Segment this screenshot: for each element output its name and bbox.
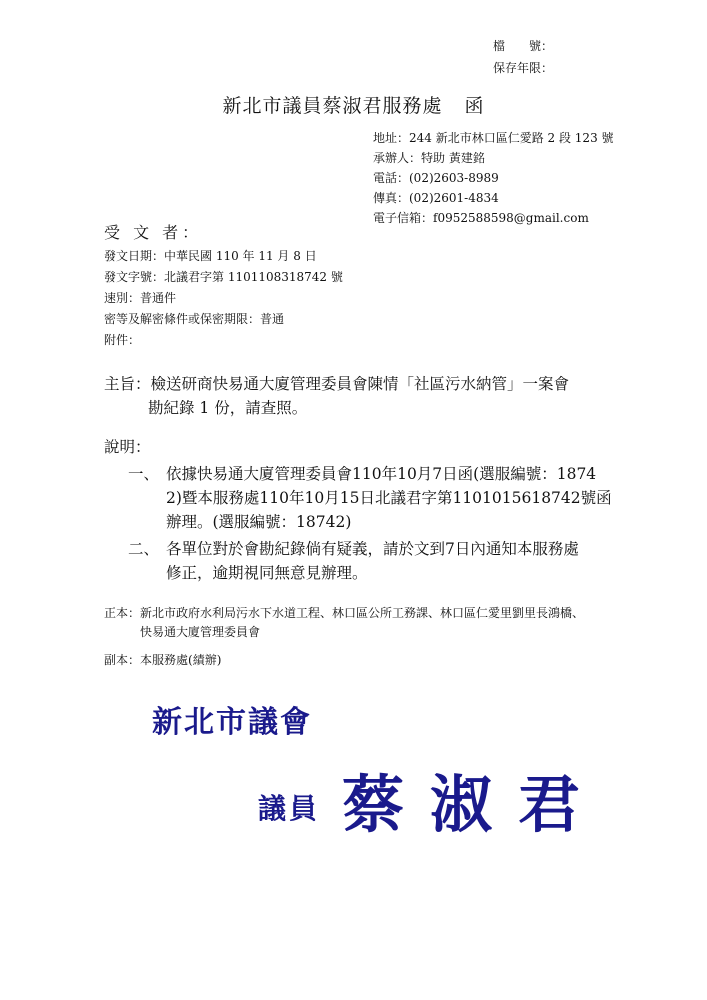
explanation-label: 說明： <box>104 438 151 456</box>
copy-label: 副本： <box>104 653 141 667</box>
subject <box>104 372 624 420</box>
document-title <box>0 91 707 118</box>
item-line: 2)暨本服務處110年10月15日北議君字第1101015618742號函 <box>166 489 612 507</box>
copy-recipients <box>104 651 624 670</box>
seal-role: 議員 <box>258 792 321 825</box>
email: 電子信箱：f0952588598@gmail.com <box>373 211 589 225</box>
speed-class: 速別：普通件 <box>104 291 177 305</box>
subject-line-1: 主旨：檢送研商快易通大廈管理委員會陳情「社區污水納管」一案會 <box>104 375 570 393</box>
address: 地址：244 新北市林口區仁愛路 2 段 123 號 <box>373 131 614 145</box>
security-class: 密等及解密條件或保密期限：普通 <box>104 312 285 326</box>
original-line-2: 快易通大廈管理委員會 <box>140 625 261 639</box>
explanation-item <box>128 462 618 534</box>
item-number: 一、 <box>128 465 160 483</box>
filing-info <box>493 35 613 79</box>
document-type: 函 <box>464 95 485 117</box>
archive-number: 檔 號： <box>493 39 554 53</box>
item-line: 各單位對於會勘紀錄倘有疑義，請於文到7日內通知本服務處 <box>166 540 579 558</box>
office-name: 新北市議員蔡淑君服務處 <box>222 95 443 117</box>
issue-number: 發文字號：北議君字第 1101108318742 號 <box>104 270 343 284</box>
document-meta <box>104 246 343 351</box>
subject-line-2: 勘紀錄 1 份，請查照。 <box>148 399 308 417</box>
item-line: 依據快易通大廈管理委員會110年10月7日函(選服編號：1874 <box>166 465 597 483</box>
seal-signature-name: 蔡淑君 <box>342 768 607 841</box>
original-recipients <box>104 604 624 642</box>
item-line: 修正，逾期視同無意見辦理。 <box>166 564 368 582</box>
explanation-item <box>128 537 618 585</box>
phone: 電話：(02)2603-8989 <box>373 171 499 185</box>
recipient: 受 文 者： <box>104 223 203 242</box>
seal-council-name: 新北市議會 <box>152 705 312 740</box>
original-label: 正本： <box>104 606 141 620</box>
contact-info <box>373 128 614 228</box>
item-line: 辦理。(選服編號：18742) <box>166 513 352 531</box>
issue-date: 發文日期：中華民國 110 年 11 月 8 日 <box>104 249 317 263</box>
attachment: 附件： <box>104 333 141 347</box>
handler: 承辦人：特助 黃建銘 <box>373 151 485 165</box>
item-number: 二、 <box>128 540 160 558</box>
original-line-1: 新北市政府水利局污水下水道工程、林口區公所工務課、林口區仁愛里劉里長鴻橋、 <box>140 606 585 620</box>
copy-text: 本服務處(績辦) <box>140 653 222 667</box>
retention-period: 保存年限： <box>493 61 554 75</box>
fax: 傳真：(02)2601-4834 <box>373 191 499 205</box>
